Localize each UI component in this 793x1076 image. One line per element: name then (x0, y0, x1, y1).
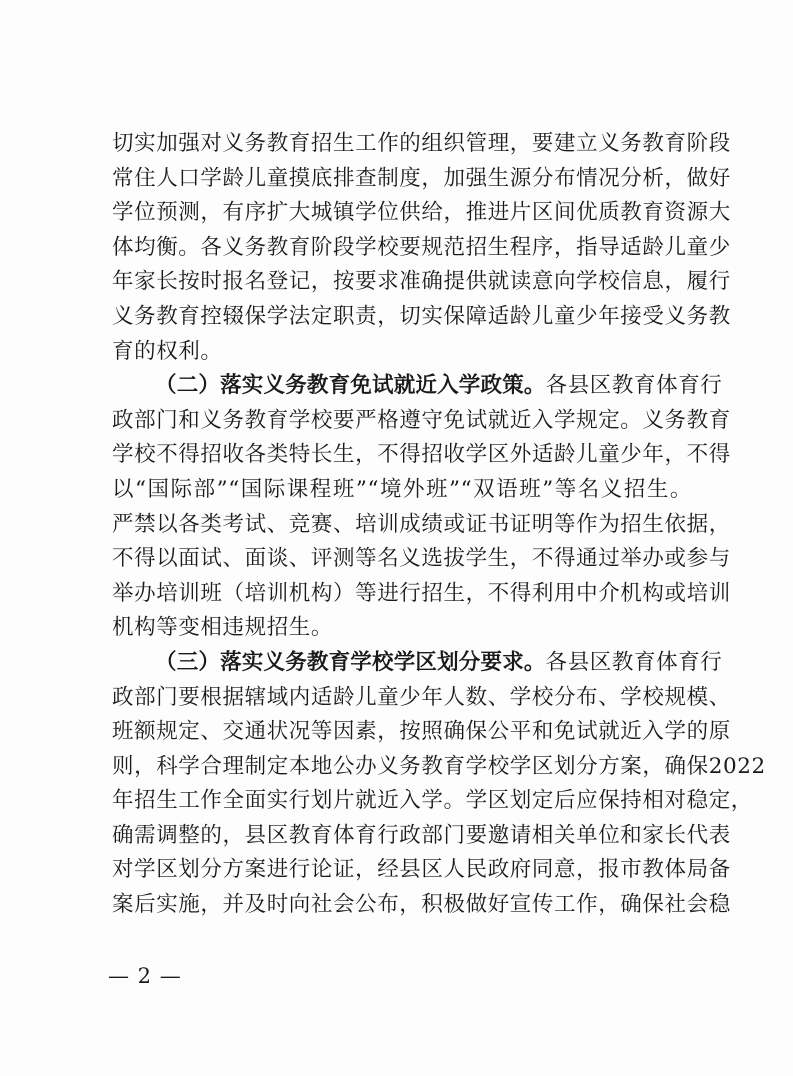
text-fragment: 各县区教育体育行 (545, 649, 723, 675)
text-line: 班额规定、交通状况等因素，按照确保公平和免试就近入学的原 (112, 719, 731, 745)
section-heading-line (112, 646, 723, 681)
body-text (112, 127, 766, 923)
text-line: 育的权利。 (112, 338, 223, 364)
text-line: 严禁以各类考试、竞赛、培训成绩或证书证明等作为招生依据， (112, 511, 731, 537)
section-heading: （三）落实义务教育学校学区划分要求。 (155, 649, 546, 675)
text-line: 年招生工作全面实行划片就近入学。学区划定后应保持相对稳定， (112, 788, 753, 814)
section-heading: （二）落实义务教育免试就近入学政策。 (155, 373, 546, 399)
text-line: 举办培训班（培训机构）等进行招生，不得利用中介机构或培训 (112, 580, 731, 606)
text-fragment: 各县区教育体育行 (545, 373, 723, 399)
text-line: 政部门要根据辖域内适龄儿童少年人数、学校分布、学校规模、 (112, 684, 731, 710)
text-line: 学校不得招收各类特长生，不得招收学区外适龄儿童少年，不得 (112, 442, 731, 468)
text-line: 案后实施，并及时向社会公布，积极做好宣传工作，确保社会稳 (112, 892, 731, 918)
page-number: — 2 — (108, 964, 182, 988)
text-line: 学位预测，有序扩大城镇学位供给，推进片区间优质教育资源大 (112, 200, 731, 226)
text-line: 年家长按时报名登记，按要求准确提供就读意向学校信息，履行 (112, 269, 731, 295)
text-line: 常住人口学龄儿童摸底排查制度，加强生源分布情况分析，做好 (112, 165, 731, 191)
text-line: 义务教育控辍保学法定职责，切实保障适龄儿童少年接受义务教 (112, 303, 731, 329)
text-line: 以“国际部”“国际课程班”“境外班”“双语班”等名义招生。 (112, 476, 692, 502)
text-line: 确需调整的，县区教育体育行政部门要邀请相关单位和家长代表 (112, 822, 731, 848)
text-line: 切实加强对义务教育招生工作的组织管理，要建立义务教育阶段 (112, 131, 731, 156)
text-line: 则，科学合理制定本地公办义务教育学校学区划分方案，确保2022 (112, 753, 766, 779)
text-line: 机构等变相违规招生。 (112, 615, 334, 641)
text-line: 政部门和义务教育学校要严格遵守免试就近入学规定。义务教育 (112, 407, 731, 433)
text-line: 对学区划分方案进行论证，经县区人民政府同意，报市教体局备 (112, 857, 731, 883)
text-line: 体均衡。各义务教育阶段学校要规范招生程序，指导适龄儿童少 (112, 234, 731, 260)
section-heading-line (112, 369, 723, 404)
text-line: 不得以面试、面谈、评测等名义选拔学生，不得通过举办或参与 (112, 546, 731, 572)
